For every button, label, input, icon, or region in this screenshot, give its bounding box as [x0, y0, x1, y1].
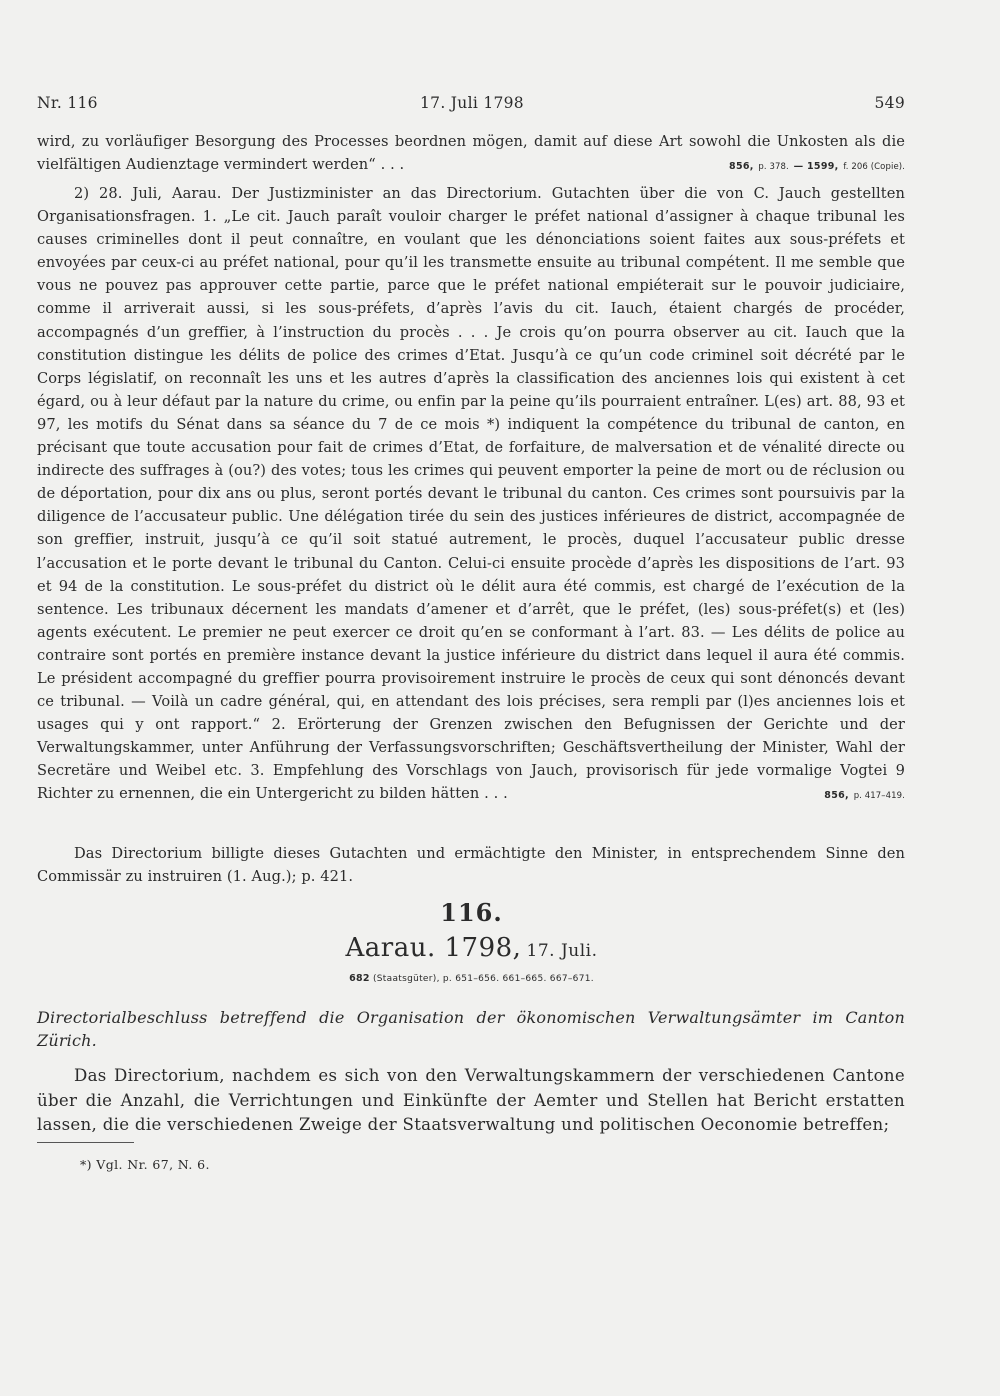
source-ref-number-2: — 1599,	[793, 161, 839, 173]
annotation-paragraph	[37, 182, 905, 809]
document-body	[37, 1064, 905, 1138]
document-place-date	[0, 933, 943, 963]
archive-volume: 682	[349, 973, 370, 984]
document-place: Aarau. 1798,	[345, 933, 522, 963]
source-reference	[729, 153, 905, 179]
annotation-text: 2) 28. Juli, Aarau. Der Justizminister an das Directorium. Gutachten über die von C. Jauch gestellten Organisationsfragen. 1. „Le cit. Jauch paraît vouloir charger le préfet national d’assigner à chaque tribunal les causes criminelles dont il peut connaître, en voulant que les dénonciations soient faites aux sous-préfets et envoyées par ceux-ci au préfet national, pour qu’il les transmette ensuite au tribunal compétent. Il me semble que vous ne pouvez pas approuver cette partie, parce que le préfet national empiéterait sur le pouvoir judiciaire, comme il arriverait aussi, si les sous-préfets, d’après l’avis du cit. Iauch, étaient chargés de procéder, accompagnés d’un greffier, à l’instruction du procès . . . Je crois qu’on pourra observer au cit. Iauch que la constitution distingue les délits de police des crimes d’Etat. Jusqu’à ce qu’un code criminel soit décrété par le Corps législatif, on reconnaît les uns et les autres d’après la classification des anciennes lois qui existent à cet égard, ou à leur défaut par la nature du crime, ou enfin par la peine qu’ils pourraient entraîner. L(es) art. 88, 93 et 97, les motifs du Sénat dans sa séance du 7 de ce mois *) indiquent la compétence du tribunal de canton, en précisant que toute accusation pour fait de crimes d’Etat, de forfaiture, de malversation et de vénalité directe ou indirecte des suffrages à (ou?) des votes; tous les crimes qui peuvent emporter la peine de mort ou de réclusion ou de déportation, pour dix ans ou plus, seront portés devant le tribunal du canton. Ces crimes sont poursuivis par la diligence de l’accusateur public. Une délégation tirée du sein des justices inférieures de district, accompagnée de son greffier, instruit, jusqu’à ce qu’il soit statué autrement, le procès, duquel l’accusateur public dresse l’accusation et le porte devant le tribunal du Canton. Celui-ci ensuite procède d’après les dispositions de l’art. 93 et 94 de la constitution. Le sous-préfet du district où le délit aura été commis, est chargé de l’exécution de la sentence. Les tribunaux décernent les mandats d’amener et d’arrêt, que le préfet, (les) sous-préfet(s) et (les) agents exécutent. Le premier ne peut exercer ce droit qu’en se conformant à l’art. 83. — Les délits de police au contraire sont portés en première instance devant la justice inférieure du district dans lequel il aura été commis. Le président accompagné du greffier pourra provisoirement instruire le procès de ceux qui sont dénoncés devant ce tribunal. — Voilà un cadre général, qui, en attendant des lois précises, sera rempli par (l)es anciennes lois et usages qui y ont rapport.“ 2. Erörterung der Grenzen zwischen den Befugnissen der Gerichte und der Verwaltungskammer, unter Anführung der Verfassungsvorschriften; Geschäftsvertheilung der Minister, Wahl der Secretäre und Weibel etc. 3. Empfehlung des Vorschlags von Jauch, provisorisch für jede vormalige Vogtei 9 Richter zu ernennen, die ein Untergericht zu bilden hätten . . .	[37, 185, 905, 803]
source-ref-page: p. 417–419.	[853, 791, 905, 802]
archive-pages: (Staatsgüter), p. 651–656. 661–665. 667–671.	[372, 974, 594, 984]
closing-text: Das Directorium billigte dieses Gutachten und ermächtigte den Minister, in entsprechendem Sinne den Commissär zu instruiren (1. Aug.); p. 421.	[37, 845, 905, 886]
archive-source	[0, 973, 943, 984]
source-ref-number: 856,	[824, 790, 849, 802]
page-number: 549	[874, 94, 905, 112]
footnote-divider	[37, 1142, 134, 1143]
closing-paragraph	[37, 842, 905, 888]
source-ref-number: 856,	[729, 161, 754, 173]
footnote: *) Vgl. Nr. 67, N. 6.	[80, 1157, 210, 1172]
document-title: Directorialbeschluss betreffend die Organisation der ökonomischen Verwaltungsämter im Canton Zürich.	[37, 1008, 905, 1050]
running-header	[37, 94, 905, 116]
document-date: 17. Juli.	[526, 941, 598, 961]
continuation-text: wird, zu vorläufiger Besorgung des Processes beordnen mögen, damit auf diese Art sowohl die Unkosten als die vielfältigen Audienztage vermindert werden“ . . .	[37, 133, 905, 174]
continuation-paragraph	[37, 130, 905, 179]
document-number: 116.	[440, 898, 503, 927]
source-ref-folio: f. 206 (Copie).	[843, 162, 905, 173]
header-date: 17. Juli 1798	[420, 94, 524, 112]
body-paragraph: Das Directorium, nachdem es sich von den Verwaltungskammern der verschiedenen Cantone über die Anzahl, die Verrichtungen und Einkünfte der Aemter und Stellen hat Bericht erstatten lassen, die die verschiedenen Zweige der Staatsverwaltung und politischen Oeconomie betreffen;	[37, 1066, 905, 1135]
header-document-number: Nr. 116	[37, 94, 98, 112]
source-reference-2	[787, 782, 905, 808]
source-ref-page: p. 378.	[758, 162, 789, 173]
